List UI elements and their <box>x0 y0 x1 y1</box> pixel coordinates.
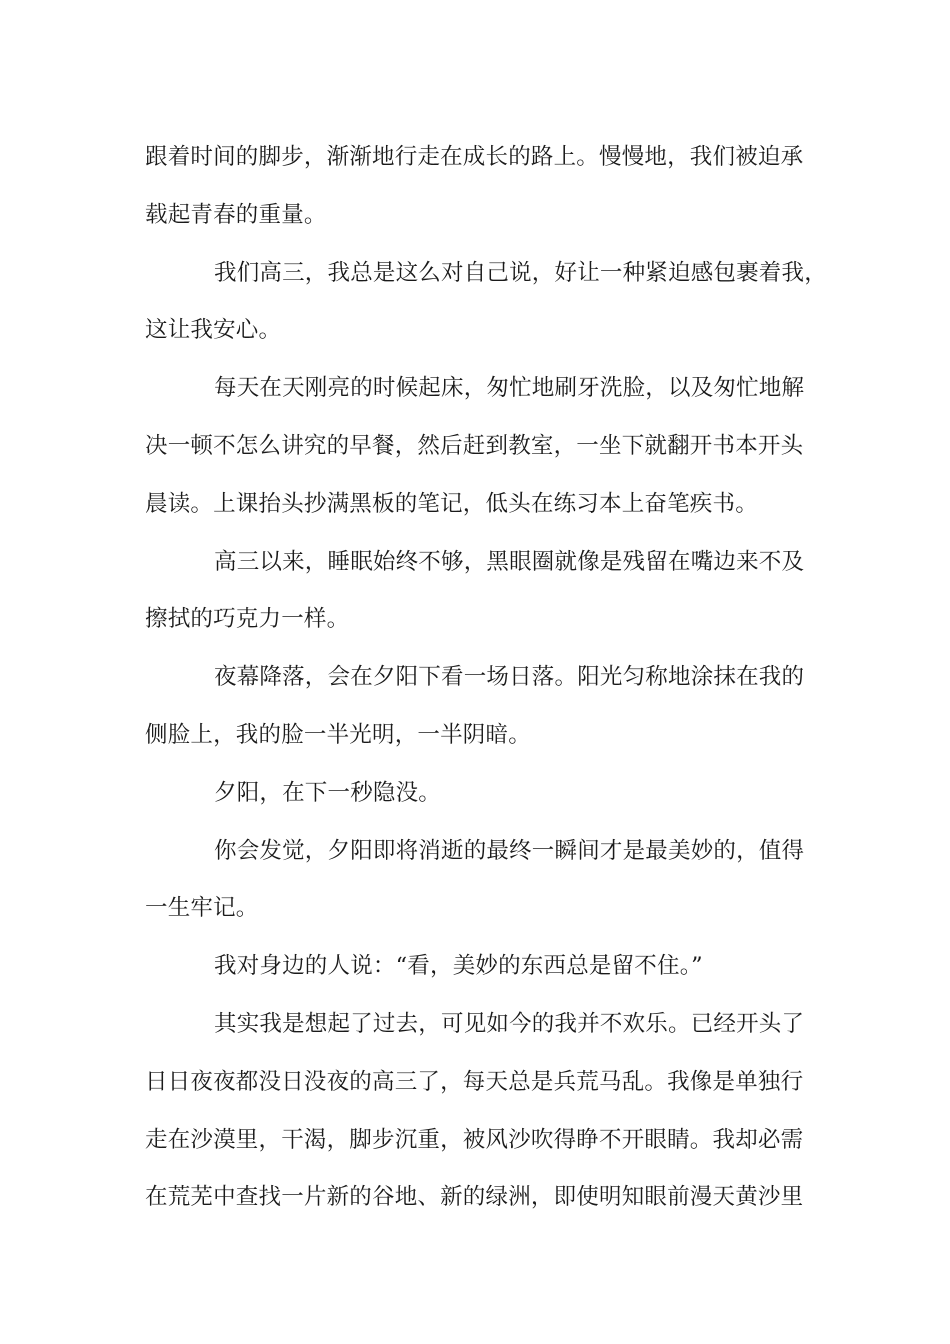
paragraph <box>145 534 810 650</box>
text-line: 我们高三，我总是这么对自己说，好让一种紧迫感包裹着我， <box>214 259 827 286</box>
paragraph <box>145 938 810 996</box>
paragraph <box>145 765 810 823</box>
text-line: 晨读。上课抬头抄满黑板的笔记，低头在练习本上奋笔疾书。 <box>145 490 758 517</box>
paragraph <box>145 129 810 245</box>
text-line: 夕阳，在下一秒隐没。 <box>214 779 442 806</box>
document-body <box>145 129 827 1227</box>
text-line: 决一顿不怎么讲究的早餐，然后赶到教室，一坐下就翻开书本开头 <box>145 432 804 459</box>
text-line: 擦拭的巧克力一样。 <box>145 606 350 633</box>
text-line: 日日夜夜都没日没夜的高三了，每天总是兵荒马乱。我像是单独行 <box>145 1068 804 1095</box>
text-line: 你会发觉，夕阳即将消逝的最终一瞬间才是最美妙的，值得 <box>214 837 805 864</box>
text-line: 走在沙漠里，干渴，脚步沉重，被风沙吹得睁不开眼睛。我却必需 <box>145 1126 804 1153</box>
text-line: 夜幕降落，会在夕阳下看一场日落。阳光匀称地涂抹在我的 <box>214 664 805 691</box>
paragraph <box>145 996 810 1227</box>
paragraph <box>145 360 810 533</box>
text-line: 这让我安心。 <box>145 317 282 344</box>
text-line: 跟着时间的脚步，渐渐地行走在成长的路上。慢慢地，我们被迫承 <box>145 144 804 170</box>
paragraph <box>145 245 827 361</box>
paragraph <box>145 649 810 765</box>
text-line: 侧脸上，我的脸一半光明，一半阴暗。 <box>145 721 531 748</box>
text-line: 每天在天刚亮的时候起床，匆忙地刷牙洗脸，以及匆忙地解 <box>214 375 805 402</box>
text-line: 在荒芜中查找一片新的谷地、新的绿洲，即使明知眼前漫天黄沙里 <box>145 1184 804 1211</box>
paragraph <box>145 823 810 939</box>
text-line: 高三以来，睡眠始终不够，黑眼圈就像是残留在嘴边来不及 <box>214 548 805 575</box>
text-line: 一生牢记。 <box>145 895 259 922</box>
text-line: 载起青春的重量。 <box>145 201 327 228</box>
text-line: 我对身边的人说：“看，美妙的东西总是留不住。” <box>214 953 703 980</box>
text-line: 其实我是想起了过去，可见如今的我并不欢乐。已经开头了 <box>214 1010 805 1037</box>
